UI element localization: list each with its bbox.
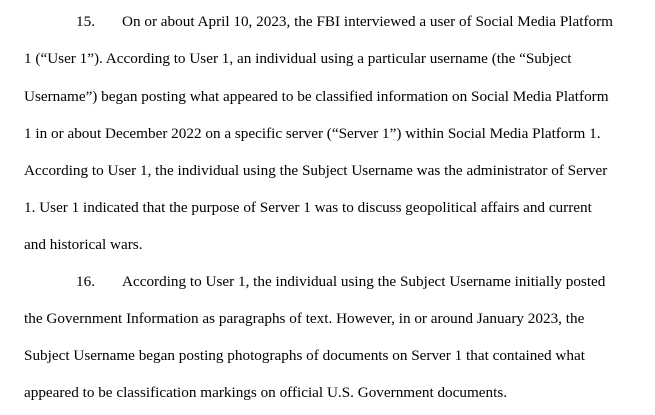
paragraph-16-line-3: Subject Username began posting photographs of documents on Server 1 that contained what [24,347,585,364]
paragraph-number: 16. [76,273,95,290]
paragraph-15-line-2: 1 (“User 1”). According to User 1, an individual using a particular username (the “Subject [24,50,572,67]
paragraph-text: According to User 1, the individual using the Subject Username initially posted [122,273,606,290]
paragraph-16-line-2: the Government Information as paragraphs of text. However, in or around January 2023, the [24,310,585,327]
paragraph-15-line-7: and historical wars. [24,236,143,253]
paragraph-number: 15. [76,13,95,30]
paragraph-15-line-6: 1. User 1 indicated that the purpose of Server 1 was to discuss geopolitical affairs and current [24,199,592,216]
paragraph-15-line-5: According to User 1, the individual using the Subject Username was the administrator of Server [24,162,608,179]
paragraph-16-line-1 [76,273,605,291]
paragraph-15-line-3: Username”) began posting what appeared to be classified information on Social Media Platform [24,88,609,105]
paragraph-16-line-4: appeared to be classification markings on official U.S. Government documents. [24,384,508,401]
paragraph-15-line-1 [76,13,613,31]
paragraph-15-line-4: 1 in or about December 2022 on a specific server (“Server 1”) within Social Media Platform 1. [24,125,601,142]
paragraph-text: On or about April 10, 2023, the FBI interviewed a user of Social Media Platform [122,13,613,30]
